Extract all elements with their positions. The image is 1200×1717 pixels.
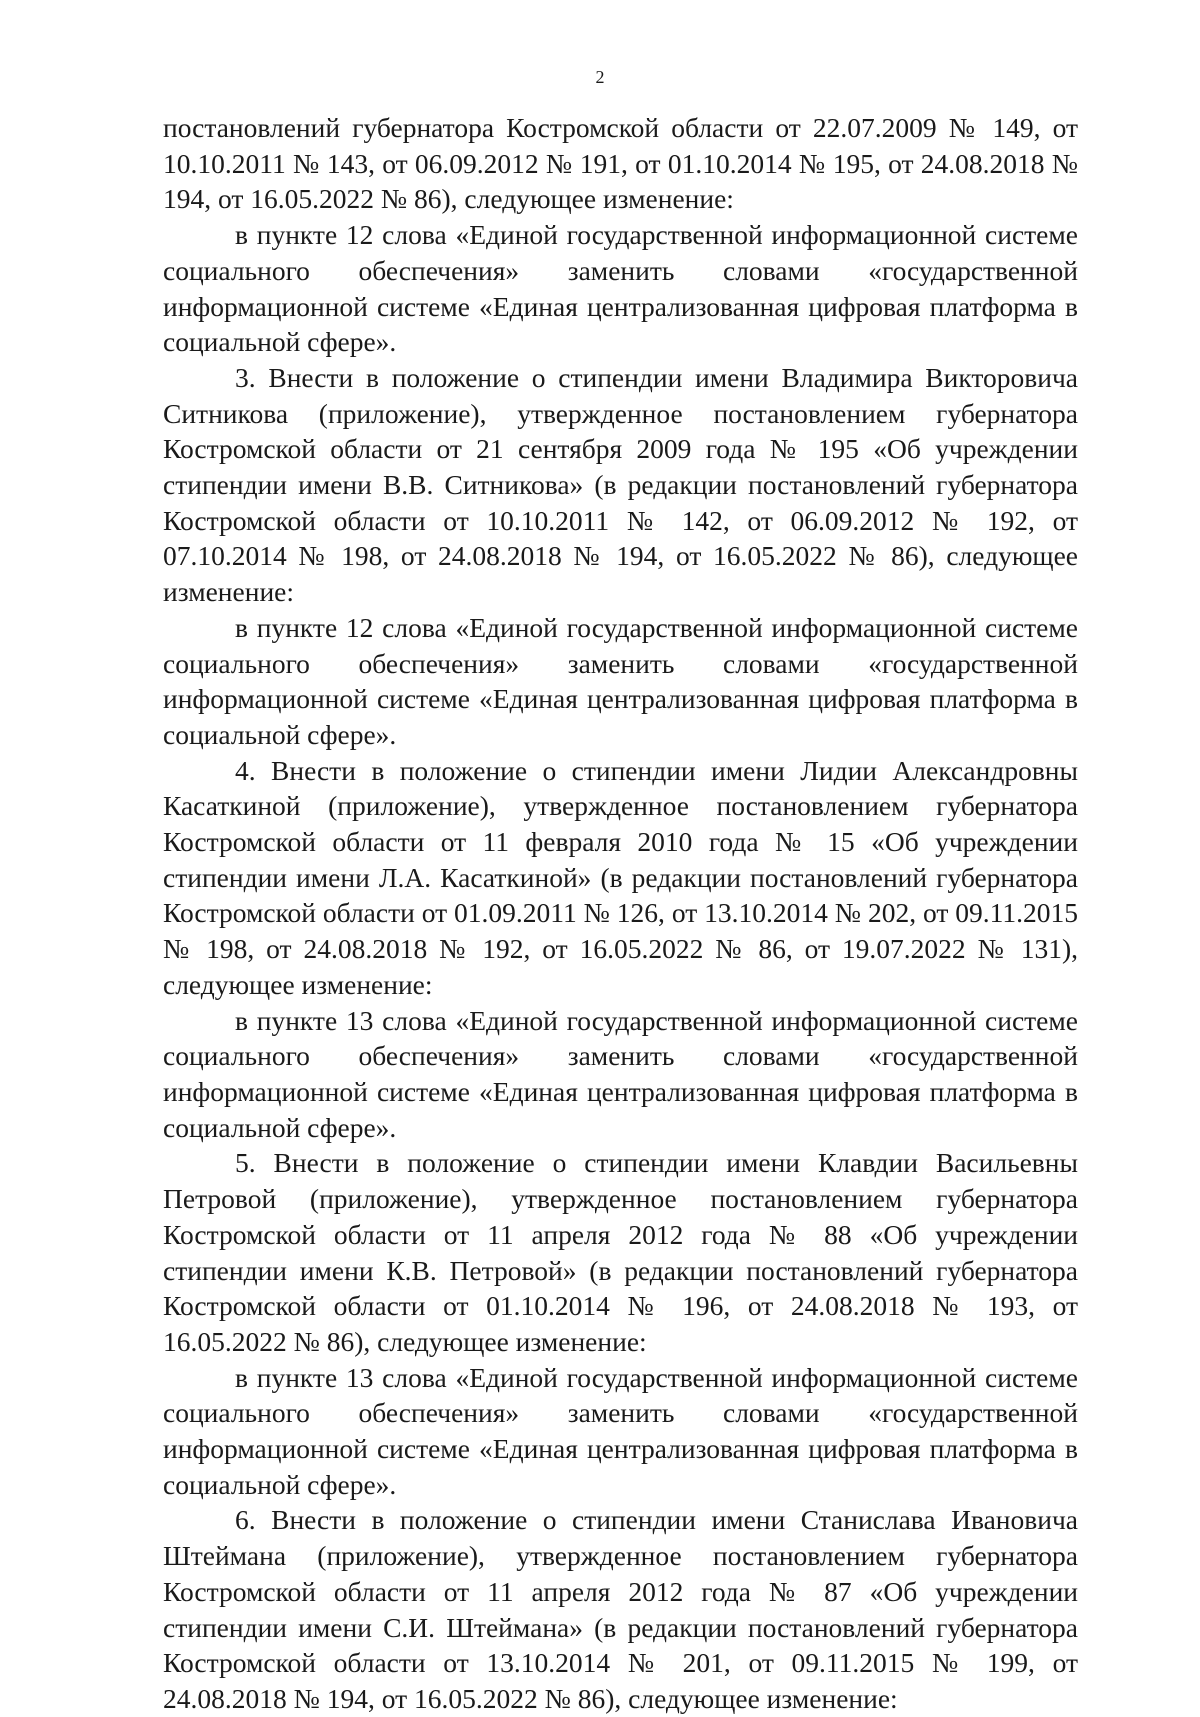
paragraph-item-4: 4. Внести в положение о стипендии имени Лидии Александровны Касаткиной (приложение), утвержденное постановлением губернатора Костромской области от 11 февраля 2010 года № 15 «Об учреждении стипендии имени Л.А. Касаткиной» (в редакции постановлений губернатора Костромской области от 01.09.2011 № 126, от 13.10.2014 № 202, от 09.11.2015 № 198, от 24.08.2018 № 192, от 16.05.2022 № 86, от 19.07.2022 № 131), следующее изменение: <box>163 754 1078 1000</box>
paragraph-item-3: 3. Внести в положение о стипендии имени Владимира Викторовича Ситникова (приложение), утвержденное постановлением губернатора Костромской области от 21 сентября 2009 года № 195 «Об учреждении стипендии имени В.В. Ситникова» (в редакции постановлений губернатора Костромской области от 10.10.2011 № 142, от 06.09.2012 № 192, от 07.10.2014 № 198, от 24.08.2018 № 194, от 16.05.2022 № 86), следующее изменение: <box>163 361 1078 608</box>
paragraph-amendment-5: в пункте 13 слова «Единой государственной информационной системе социального обеспечения» заменить словами «государственной информационной системе «Единая централизованная цифровая платформа в социальной сфере». <box>163 1361 1078 1500</box>
paragraph-amendment-1: в пункте 12 слова «Единой государственной информационной системе социального обеспечения» заменить словами «государственной информационной системе «Единая централизованная цифровая платформа в социальной сфере». <box>163 219 1078 358</box>
paragraph-item-6: 6. Внести в положение о стипендии имени Станислава Ивановича Штеймана (приложение), утвержденное постановлением губернатора Костромской области от 11 апреля 2012 года № 87 «Об учреждении стипендии имени С.И. Штеймана» (в редакции постановлений губернатора Костромской области от 13.10.2014 № 201, от 09.11.2015 № 199, от 24.08.2018 № 194, от 16.05.2022 № 86), следующее изменение: <box>163 1504 1078 1714</box>
paragraph-item-5: 5. Внести в положение о стипендии имени Клавдии Васильевны Петровой (приложение), утвержденное постановлением губернатора Костромской области от 11 апреля 2012 года № 88 «Об учреждении стипендии имени К.В. Петровой» (в редакции постановлений губернатора Костромской области от 01.10.2014 № 196, от 24.08.2018 № 193, от 16.05.2022 № 86), следующее изменение: <box>163 1147 1078 1357</box>
paragraph-continuation: постановлений губернатора Костромской области от 22.07.2009 № 149, от 10.10.2011 № 143, от 06.09.2012 № 191, от 01.10.2014 № 195, от 24.08.2018 № 194, от 16.05.2022 № 86), следующее изменение: <box>163 112 1078 215</box>
document-body <box>163 110 1078 1717</box>
paragraph-amendment-4: в пункте 13 слова «Единой государственной информационной системе социального обеспечения» заменить словами «государственной информационной системе «Единая централизованная цифровая платформа в социальной сфере». <box>163 1004 1078 1143</box>
page-number: 2 <box>595 67 605 87</box>
paragraph-amendment-3: в пункте 12 слова «Единой государственной информационной системе социального обеспечения» заменить словами «государственной информационной системе «Единая централизованная цифровая платформа в социальной сфере». <box>163 611 1078 750</box>
